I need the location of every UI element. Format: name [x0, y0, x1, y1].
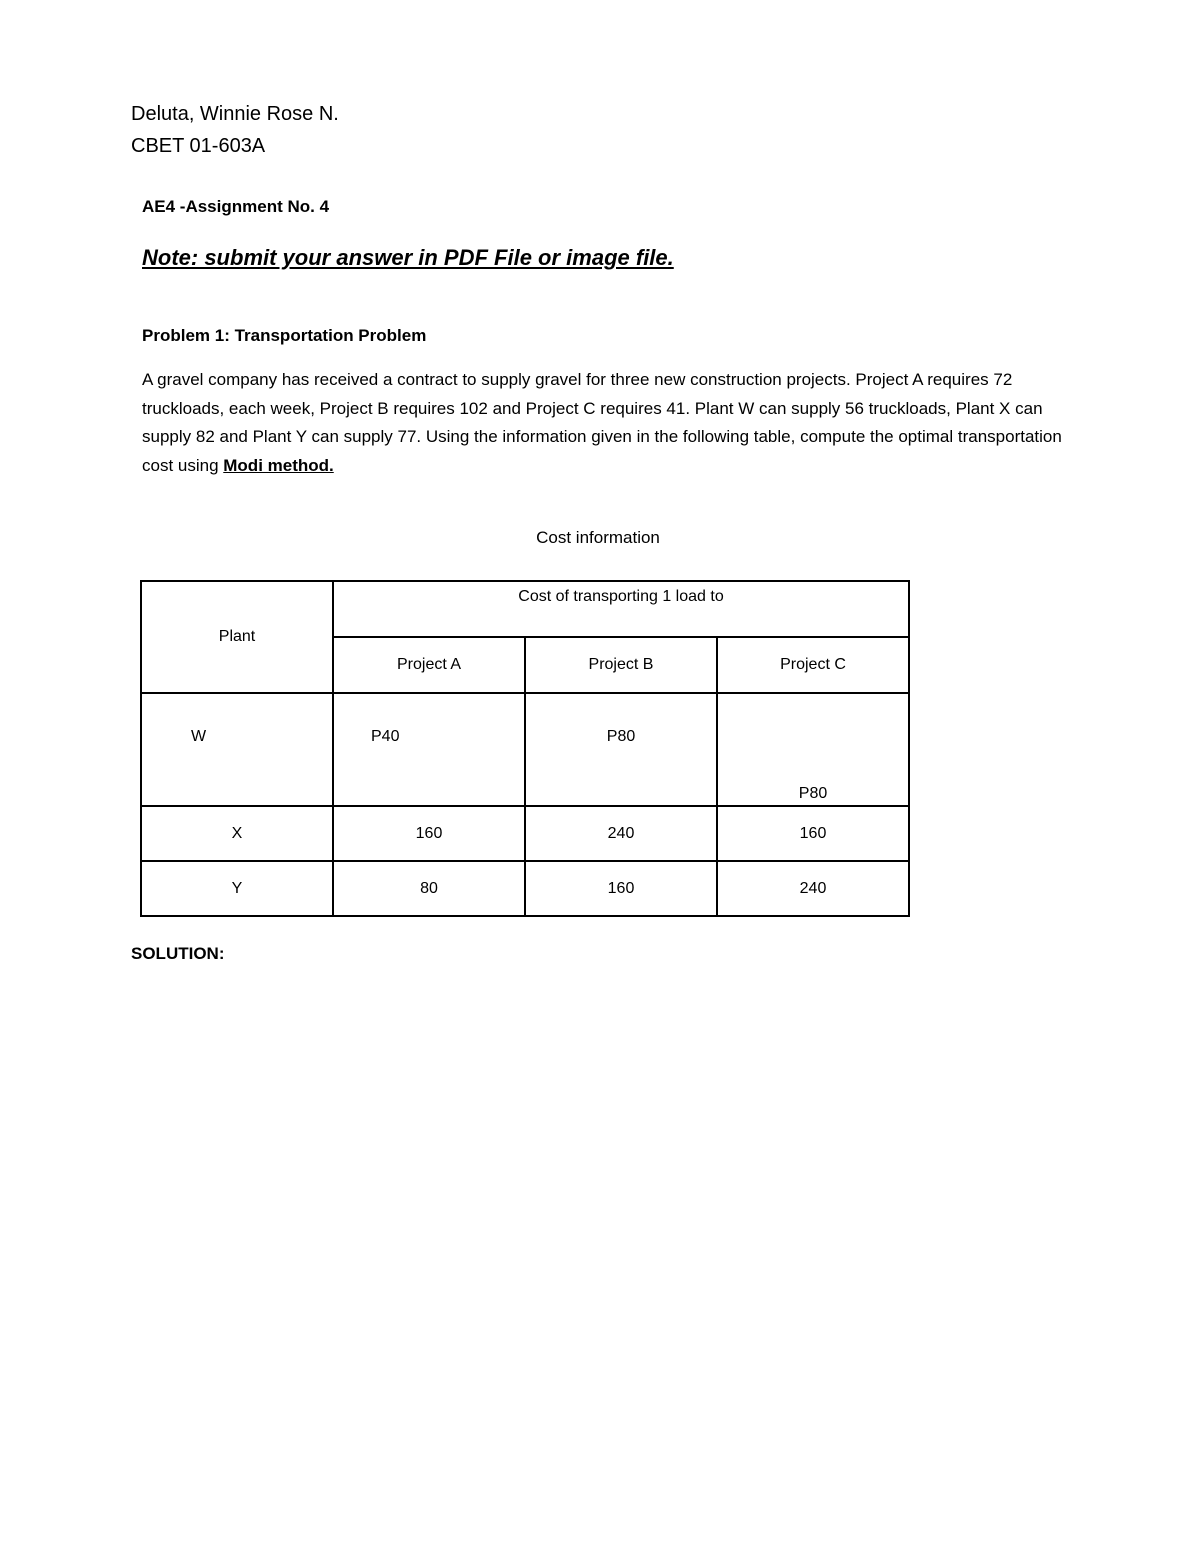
cost-cell: 160 — [525, 861, 717, 916]
table-caption: Cost information — [536, 528, 660, 547]
problem-text: A gravel company has received a contract to supply gravel for three new construction projects. Project A requires 72 truckloads, each week, Project B requires 102 and Project C requires 41. Plant W can supply 56 truckloads, Plant X can supply 82 and Plant Y can supply 77. Using the information given in the following table, compute the optimal transportation cost using — [142, 370, 1062, 475]
cost-table — [140, 580, 910, 917]
submission-note: Note: submit your answer in PDF File or image file. — [142, 245, 674, 270]
cost-cell: P40 — [333, 693, 525, 806]
plant-header: Plant — [141, 581, 333, 693]
table-header-row — [141, 581, 909, 637]
cost-cell: 240 — [717, 861, 909, 916]
cost-cell: 80 — [333, 861, 525, 916]
cost-cell: 240 — [525, 806, 717, 861]
solution-label: SOLUTION: — [131, 944, 225, 963]
cost-cell: P80 — [717, 693, 909, 806]
student-section: CBET 01-603A — [131, 135, 266, 157]
assignment-title: AE4 -Assignment No. 4 — [142, 197, 330, 216]
problem-title: Problem 1: Transportation Problem — [142, 326, 427, 345]
student-name: Deluta, Winnie Rose N. — [131, 103, 339, 125]
cost-cell: 160 — [717, 806, 909, 861]
cost-cell: P80 — [525, 693, 717, 806]
cost-cell: 160 — [333, 806, 525, 861]
cost-span-header: Cost of transporting 1 load to — [333, 581, 909, 637]
plant-label: Y — [141, 861, 333, 916]
table-row — [141, 861, 909, 916]
plant-label: W — [141, 693, 333, 806]
table-row — [141, 693, 909, 806]
problem-statement — [142, 366, 1062, 480]
column-header-project-a: Project A — [333, 637, 525, 693]
table-row — [141, 806, 909, 861]
plant-label: X — [141, 806, 333, 861]
method-name: Modi method. — [223, 455, 334, 475]
column-header-project-b: Project B — [525, 637, 717, 693]
column-header-project-c: Project C — [717, 637, 909, 693]
